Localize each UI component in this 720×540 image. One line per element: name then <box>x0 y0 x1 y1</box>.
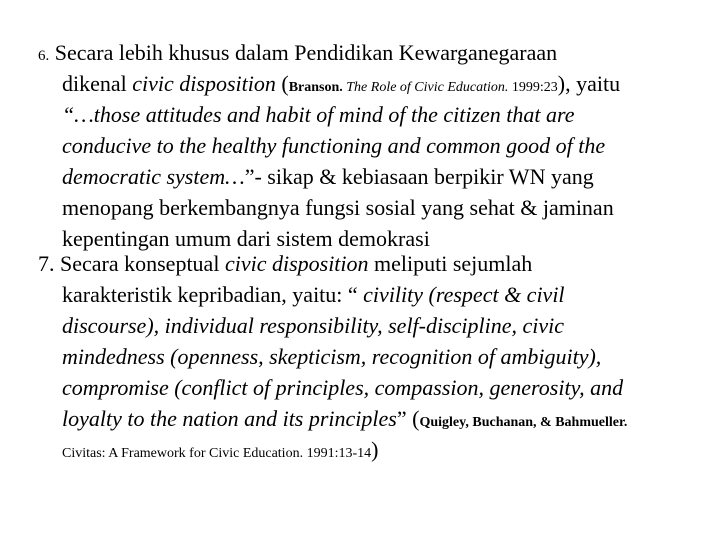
item-6-line-6: menopang berkembangnya fungsi sosial yang sehat & jaminan <box>62 195 614 220</box>
item-7-number: 7. <box>38 251 55 276</box>
item-6-text: Secara lebih khusus dalam Pendidikan Kewarganegaraan <box>54 40 558 65</box>
list-item-6 <box>38 37 708 254</box>
quote-start: civility (respect & civil <box>363 282 565 307</box>
item-6-line-1 <box>38 37 708 68</box>
citation-authors: Quigley, Buchanan, & Bahmueller. <box>419 415 628 430</box>
text: meliputi sejumlah <box>368 251 533 276</box>
item-7-line-5: compromise (conflict of principles, compassion, generosity, and <box>62 375 624 400</box>
text: karakteristik kepribadian, yaitu: “ <box>62 282 364 307</box>
item-7-line-7 <box>38 434 708 465</box>
list-item-7 <box>38 248 708 465</box>
item-6-line-5 <box>38 161 708 192</box>
item-6-line-4: conducive to the healthy functioning and common good of the <box>62 133 606 158</box>
citation-title: Civitas: A Framework for Civic Education. 1991:13-14 <box>62 446 372 461</box>
term-civic-disposition: civic disposition <box>132 71 276 96</box>
term-civic-disposition: civic disposition <box>224 251 369 276</box>
item-7-line-3: discourse), individual responsibility, self-discipline, civic <box>62 313 565 338</box>
text: ( <box>275 71 289 96</box>
text: dikenal <box>62 71 133 96</box>
citation-year: 1999:23 <box>508 80 558 95</box>
text: ) <box>371 437 379 462</box>
citation-author: Branson. <box>288 80 343 95</box>
text: ” ( <box>396 406 420 431</box>
translation-start: ”- sikap & kebiasaan berpikir WN yang <box>244 164 594 189</box>
item-7-line-1 <box>38 248 708 279</box>
item-6-line-3: “…those attitudes and habit of mind of the citizen that are <box>62 102 575 127</box>
text: Secara konseptual <box>54 251 225 276</box>
item-6-line-2 <box>38 68 708 99</box>
quote-end: democratic system… <box>62 164 245 189</box>
item-6-number: 6. <box>38 48 50 64</box>
quote-end: loyalty to the nation and its principles <box>62 406 397 431</box>
item-7-line-2 <box>38 279 708 310</box>
text: ), yaitu <box>557 71 621 96</box>
citation-title: The Role of Civic Education. <box>342 80 509 95</box>
item-6-line-7: kepentingan umum dari sistem demokrasi <box>62 226 430 251</box>
item-7-line-4: mindedness (openness, skepticism, recognition of ambiguity), <box>62 344 602 369</box>
item-7-line-6 <box>38 403 708 434</box>
